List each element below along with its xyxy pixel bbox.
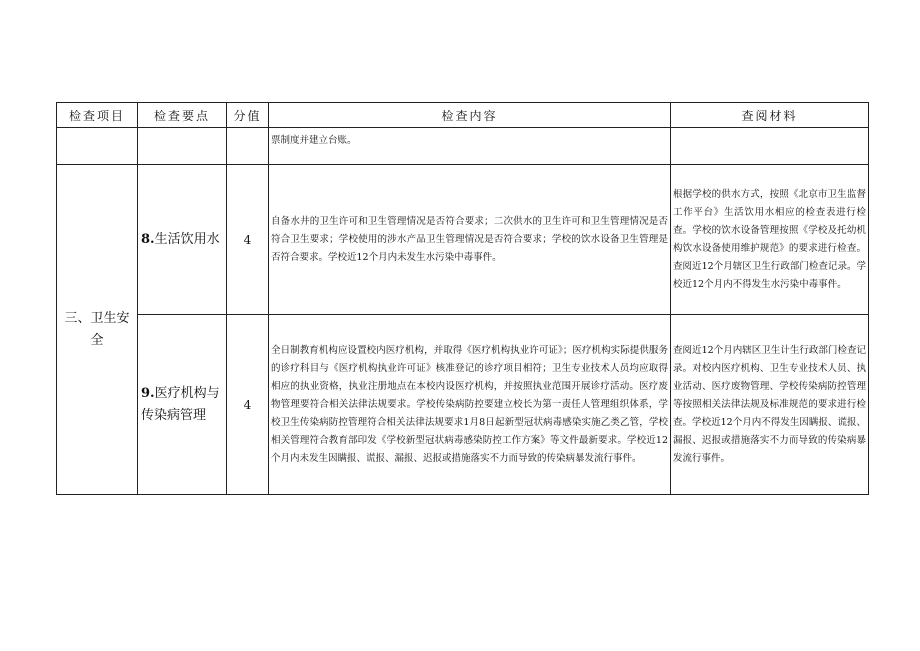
header-point: 检查要点	[138, 103, 227, 128]
header-material: 查阅材料	[671, 103, 869, 128]
score-cell: 4	[227, 315, 269, 495]
point-number: 8.	[141, 231, 155, 247]
cell-item-empty	[57, 128, 138, 165]
point-number: 9.	[141, 385, 155, 401]
cell-material-empty	[671, 128, 869, 165]
point-cell	[138, 165, 227, 315]
category-cell: 三、卫生安全	[57, 165, 138, 495]
content-cell: 自备水井的卫生许可和卫生管理情况是否符合要求；二次供水的卫生许可和卫生管理情况是否符合卫生要求；学校使用的涉水产品卫生管理情况是否符合要求；学校的饮水设备卫生管理是否符合要求。学校近12个月内未发生水污染中毒事件。	[269, 165, 671, 315]
cell-score-empty	[227, 128, 269, 165]
header-row	[57, 103, 869, 128]
point-name: 医疗机构与传染病管理	[141, 385, 220, 423]
cell-point-empty	[138, 128, 227, 165]
point-cell	[138, 315, 227, 495]
header-content: 检查内容	[269, 103, 671, 128]
table-row-continuation	[57, 128, 869, 165]
table-row	[57, 165, 869, 315]
inspection-table	[56, 102, 869, 495]
table-row	[57, 315, 869, 495]
score-cell: 4	[227, 165, 269, 315]
header-score: 分值	[227, 103, 269, 128]
material-cell: 查阅近12个月内辖区卫生计生行政部门检查记录。对校内医疗机构、卫生专业技术人员、执业活动、医疗废物管理、学校传染病防控管理等按照相关法律法规及标准规范的要求进行检查。学校近12个月内不得发生因瞒报、谎报、漏报、迟报或措施落实不力而导致的传染病暴发流行事件。	[671, 315, 869, 495]
point-name: 生活饮用水	[154, 231, 220, 247]
header-item: 检查项目	[57, 103, 138, 128]
content-cell: 全日制教育机构应设置校内医疗机构，并取得《医疗机构执业许可证》；医疗机构实际提供服务的诊疗科目与《医疗机构执业许可证》核准登记的诊疗项目相符；卫生专业技术人员均应取得相应的执业资格，执业注册地点在本校内设医疗机构，并按照执业范围开展诊疗活动。医疗废物管理要符合相关法律法规要求。学校传染病防控要建立校长为第一责任人管理组织体系，学校卫生传染病防控管理符合相关法律法规要求1月8日起新型冠状病毒感染实施乙类乙管，学校相关管理符合教育部印发《学校新型冠状病毒感染防控工作方案》等文件最新要求。学校近12个月内未发生因瞒报、谎报、漏报、迟报或措施落实不力而导致的传染病暴发流行事件。	[269, 315, 671, 495]
material-cell: 根据学校的供水方式，按照《北京市卫生监督工作平台》生活饮用水相应的检查表进行检查。学校的饮水设备管理按照《学校及托幼机构饮水设备使用维护规范》的要求进行检查。查阅近12个月辖区卫生行政部门检查记录。学校近12个月内不得发生水污染中毒事件。	[671, 165, 869, 315]
cell-content-continuation: 票制度并建立台账。	[269, 128, 671, 165]
